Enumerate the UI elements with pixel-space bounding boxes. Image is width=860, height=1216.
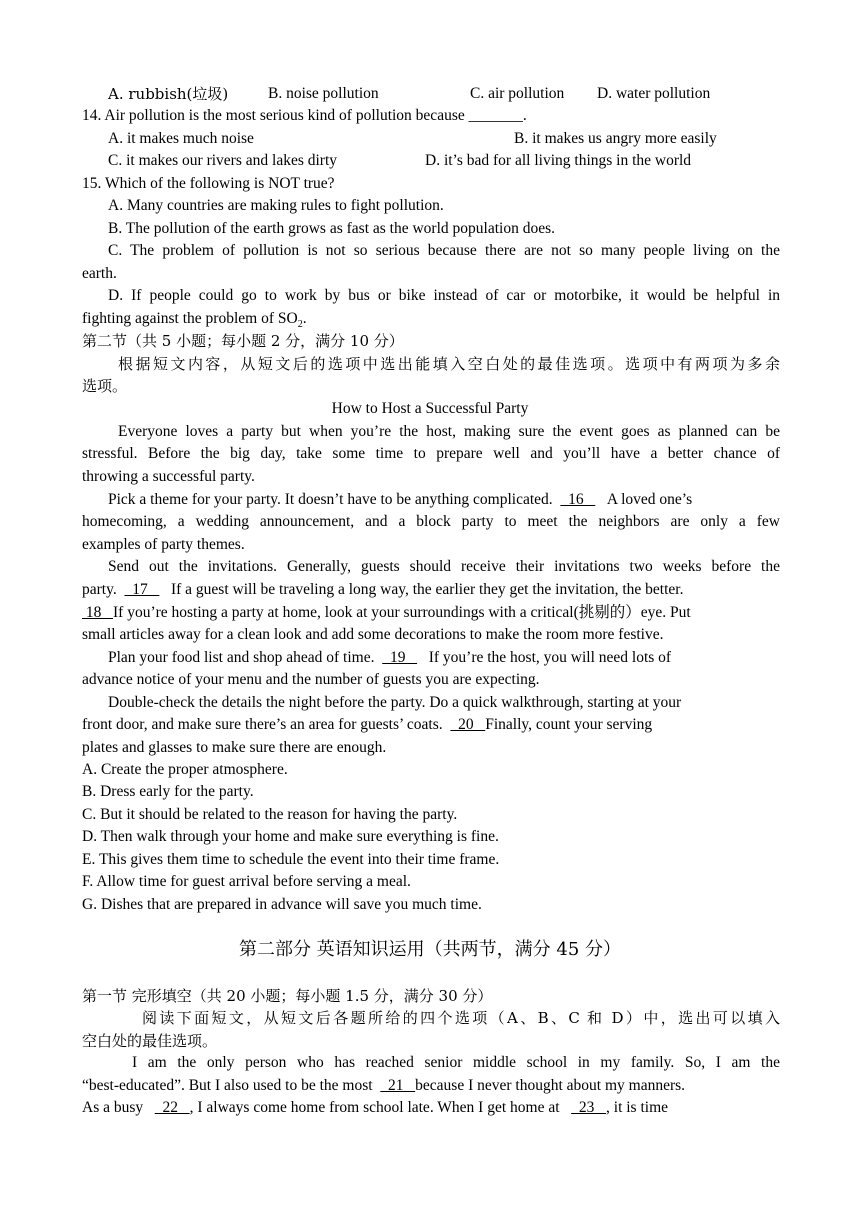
passage-p3-line2 xyxy=(82,580,780,600)
cloze-instruction-line2: 空白处的最佳选项。 xyxy=(82,1032,218,1050)
option-e: E. This gives them time to schedule the event into their time frame. xyxy=(82,851,500,868)
option-c: C. But it should be related to the reason for having the party. xyxy=(82,806,458,823)
q15-option-d-text: fighting against the problem of SO xyxy=(82,310,298,327)
passage-p1-line3: throwing a successful party. xyxy=(82,468,255,485)
passage-p5-line2 xyxy=(82,715,780,735)
passage-p4-line2: advance notice of your menu and the number of guests you are expecting. xyxy=(82,671,540,688)
q13-option-a: A. rubbish(垃圾) xyxy=(108,85,229,103)
option-b: B. Dress early for the party. xyxy=(82,783,254,800)
passage-p4-text: Plan your food list and shop ahead of time. xyxy=(108,649,375,666)
option-f: F. Allow time for guest arrival before serving a meal. xyxy=(82,873,411,890)
q15-option-a: A. Many countries are making rules to fight pollution. xyxy=(108,197,444,214)
passage-p5-text: front door, and make sure there’s an area for guests’ coats. xyxy=(82,716,443,733)
q15-option-b: B. The pollution of the earth grows as fast as the world population does. xyxy=(108,220,555,237)
q13-option-b: B. noise pollution xyxy=(268,85,379,102)
blank-23: 23 xyxy=(571,1099,607,1116)
option-g: G. Dishes that are prepared in advance will save you much time. xyxy=(82,896,482,913)
q13-option-c: C. air pollution xyxy=(470,85,565,102)
q14-stem: 14. Air pollution is the most serious kind of pollution because _______. xyxy=(82,107,527,124)
q15-stem: 15. Which of the following is NOT true? xyxy=(82,175,335,192)
q15-option-d-period: . xyxy=(302,310,307,327)
passage-p1-line1: Everyone loves a party but when you’re the host, making sure the event goes as planned can be xyxy=(118,423,780,440)
q15-option-d-line1: D. If people could go to work by bus or bike instead of car or motorbike, it would be helpful in xyxy=(108,287,780,304)
blank-22: 22 xyxy=(154,1099,190,1116)
q15-option-c-line1: C. The problem of pollution is not so serious because there are not so many people living on the xyxy=(108,242,780,259)
cloze-line2 xyxy=(82,1076,780,1096)
cloze-text: “best-educated”. But I also used to be the most xyxy=(82,1077,373,1094)
passage-p5-text-b: Finally, count your serving xyxy=(485,716,653,733)
passage-p3-line4: small articles away for a clean look and add some decorations to make the room more festive. xyxy=(82,626,664,643)
cloze-text-d: , I always come home from school late. When I get home at xyxy=(189,1099,560,1116)
passage-p1-line2: stressful. Before the big day, take some time to prepare well and you’ll have a better chance of xyxy=(82,445,780,462)
blank-21: 21 xyxy=(380,1077,416,1094)
passage-p3-text-b: If a guest will be traveling a long way, the earlier they get the invitation, the better. xyxy=(170,581,684,598)
q15-option-c-line2: earth. xyxy=(82,265,117,282)
cloze-instruction-line1: 阅读下面短文，从短文后各题所给的四个选项（A、B、C 和 D）中，选出可以填入 xyxy=(142,1009,780,1027)
section2-header: 第二节（共 5 小题；每小题 2 分，满分 10 分） xyxy=(82,332,404,350)
passage-p3-text: party. xyxy=(82,581,117,598)
passage-p3-line1: Send out the invitations. Generally, guests should receive their invitations two weeks before the xyxy=(108,558,780,575)
cloze-section-header: 第一节 完形填空（共 20 小题；每小题 1.5 分，满分 30 分） xyxy=(82,987,493,1005)
q14-option-d: D. it’s bad for all living things in the world xyxy=(425,152,692,169)
q15-option-d-subscript: 2 xyxy=(297,319,303,331)
passage-p4-text-b: If you’re the host, you will need lots of xyxy=(428,649,672,666)
blank-17: 17 xyxy=(124,581,160,598)
passage-p2-line2: homecoming, a wedding announcement, and a block party to meet the neighbors are only a few xyxy=(82,513,780,530)
passage-p5-line3: plates and glasses to make sure there are enough. xyxy=(82,739,387,756)
passage-p2-text: Pick a theme for your party. It doesn’t have to be anything complicated. xyxy=(108,491,553,508)
part2-heading: 第二部分 英语知识运用（共两节，满分 45 分） xyxy=(238,939,622,960)
blank-18: 18 xyxy=(82,604,113,621)
q14-option-a: A. it makes much noise xyxy=(108,130,254,147)
passage-title: How to Host a Successful Party xyxy=(331,400,529,417)
passage-p4-line1 xyxy=(108,648,780,668)
passage-p2-line3: examples of party themes. xyxy=(82,536,245,553)
cloze-text-e: , it is time xyxy=(606,1099,669,1116)
cloze-line3 xyxy=(82,1098,780,1118)
passage-p2-text-b: A loved one’s xyxy=(606,491,693,508)
option-d: D. Then walk through your home and make sure everything is fine. xyxy=(82,828,499,845)
blank-20: 20 xyxy=(450,716,486,733)
passage-p5-line1: Double-check the details the night before the party. Do a quick walkthrough, starting at your xyxy=(108,694,682,711)
cloze-text-c: As a busy xyxy=(82,1099,144,1116)
option-a: A. Create the proper atmosphere. xyxy=(82,761,288,778)
q14-option-b: B. it makes us angry more easily xyxy=(514,130,717,147)
section2-instruction-line2: 选项。 xyxy=(82,377,128,395)
passage-p3-text-c: If you’re hosting a party at home, look at your surroundings with a critical(挑剔的）eye. Put xyxy=(113,604,691,621)
passage-p3-line3 xyxy=(82,603,780,623)
q13-option-d: D. water pollution xyxy=(597,85,711,102)
blank-19: 19 xyxy=(382,649,418,666)
q14-option-c: C. it makes our rivers and lakes dirty xyxy=(108,152,338,169)
blank-16: 16 xyxy=(560,491,596,508)
passage-p2-line1 xyxy=(108,490,780,510)
section2-instruction-line1: 根据短文内容，从短文后的选项中选出能填入空白处的最佳选项。选项中有两项为多余 xyxy=(118,355,780,373)
cloze-text-b: because I never thought about my manners. xyxy=(415,1077,686,1094)
cloze-line1: I am the only person who has reached senior middle school in my family. So, I am the xyxy=(132,1054,780,1071)
